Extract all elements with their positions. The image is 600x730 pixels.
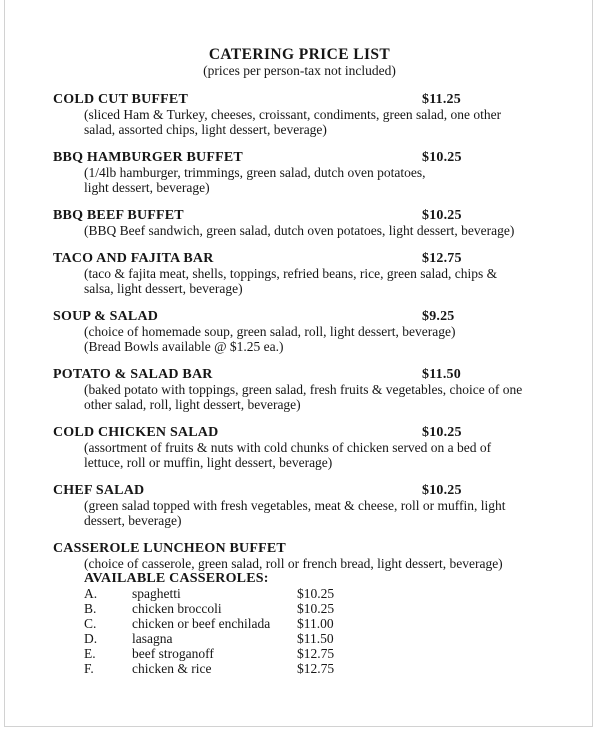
casserole-name: lasagna: [132, 631, 173, 646]
section-price: $12.75: [422, 251, 462, 266]
section-name: TACO AND FAJITA BAR: [53, 251, 214, 266]
section-header: [53, 367, 546, 382]
section-description: [84, 165, 546, 195]
section-name: CASSEROLE LUNCHEON BUFFET: [53, 541, 286, 556]
page-subtitle: (prices per person-tax not included): [203, 63, 396, 78]
section-description-line: salsa, light dessert, beverage): [84, 281, 243, 296]
section-name: COLD CUT BUFFET: [53, 92, 188, 107]
section-description-line: salad, assorted chips, light dessert, beverage): [84, 122, 327, 137]
casserole-row: [84, 601, 546, 616]
section-description-line: light dessert, beverage): [84, 180, 210, 195]
menu-section: [53, 92, 546, 137]
section-description-line: (baked potato with toppings, green salad, fresh fruits & vegetables, choice of one: [84, 382, 523, 397]
casserole-name: spaghetti: [132, 586, 181, 601]
document-content: [5, 0, 592, 676]
section-name: COLD CHICKEN SALAD: [53, 425, 219, 440]
casserole-row: [84, 616, 546, 631]
section-name: BBQ HAMBURGER BUFFET: [53, 150, 243, 165]
menu-section: [53, 309, 546, 354]
section-header: [53, 150, 546, 165]
section-name: BBQ BEEF BUFFET: [53, 208, 184, 223]
casserole-name: chicken broccoli: [132, 601, 222, 616]
menu-section: [53, 541, 546, 676]
section-description: [84, 266, 546, 296]
section-header: [53, 208, 546, 223]
section-description: [84, 556, 546, 676]
casserole-letter: E.: [84, 646, 96, 661]
casserole-name: chicken or beef enchilada: [132, 616, 271, 631]
section-header: [53, 425, 546, 440]
section-description-line: other salad, roll, light dessert, beverage): [84, 397, 301, 412]
section-description: [84, 107, 546, 137]
section-header: [53, 309, 546, 324]
section-price: $10.25: [422, 208, 462, 223]
section-description-line: lettuce, roll or muffin, light dessert, beverage): [84, 455, 333, 470]
section-price: $9.25: [422, 309, 455, 324]
menu-section: [53, 367, 546, 412]
section-description-line: dessert, beverage): [84, 513, 182, 528]
section-description: [84, 382, 546, 412]
section-description-line: (taco & fajita meat, shells, toppings, refried beans, rice, green salad, chips &: [84, 266, 498, 281]
casserole-letter: D.: [84, 631, 98, 646]
casserole-price: $12.75: [297, 646, 335, 661]
casserole-price: $12.75: [297, 661, 335, 676]
section-description: [84, 223, 546, 238]
section-name: CHEF SALAD: [53, 483, 145, 498]
casserole-letter: B.: [84, 601, 97, 616]
menu-section: [53, 251, 546, 296]
section-name: SOUP & SALAD: [53, 309, 159, 324]
menu-section: [53, 425, 546, 470]
section-description-line: (sliced Ham & Turkey, cheeses, croissant, condiments, green salad, one other: [84, 107, 502, 122]
section-price: $10.25: [422, 425, 462, 440]
section-header: [53, 541, 546, 556]
section-description-line: (Bread Bowls available @ $1.25 ea.): [84, 339, 284, 354]
section-description-line: (choice of homemade soup, green salad, roll, light dessert, beverage): [84, 324, 456, 339]
section-price: $10.25: [422, 150, 462, 165]
menu-section: [53, 208, 546, 238]
section-header: [53, 92, 546, 107]
casserole-letter: C.: [84, 616, 97, 631]
section-description: [84, 498, 546, 528]
menu-sections: [53, 92, 546, 676]
casserole-price: $10.25: [297, 601, 335, 616]
casserole-letter: F.: [84, 661, 94, 676]
section-description-line: (green salad topped with fresh vegetables, meat & cheese, roll or muffin, light: [84, 498, 506, 513]
section-price: $11.50: [422, 367, 461, 382]
section-price: $11.25: [422, 92, 461, 107]
section-header: [53, 251, 546, 266]
section-description: [84, 440, 546, 470]
section-name: POTATO & SALAD BAR: [53, 367, 213, 382]
casserole-row: [84, 646, 546, 661]
menu-section: [53, 483, 546, 528]
casserole-price: $11.00: [297, 616, 334, 631]
document-page: [4, 0, 593, 727]
casserole-price: $11.50: [297, 631, 334, 646]
casserole-row: [84, 661, 546, 676]
casserole-row: [84, 631, 546, 646]
section-description-line: (1/4lb hamburger, trimmings, green salad, dutch oven potatoes,: [84, 165, 426, 180]
casserole-row: [84, 586, 546, 601]
section-description-line: (choice of casserole, green salad, roll or french bread, light dessert, beverage): [84, 556, 503, 571]
casserole-name: beef stroganoff: [132, 646, 214, 661]
section-description: [84, 324, 546, 354]
casserole-letter: A.: [84, 586, 98, 601]
section-header: [53, 483, 546, 498]
section-description-line: (BBQ Beef sandwich, green salad, dutch oven potatoes, light dessert, beverage): [84, 223, 515, 238]
casserole-price: $10.25: [297, 586, 335, 601]
section-price: $10.25: [422, 483, 462, 498]
casserole-name: chicken & rice: [132, 661, 212, 676]
menu-section: [53, 150, 546, 195]
page-title: CATERING PRICE LIST: [208, 46, 391, 63]
section-description-line: (assortment of fruits & nuts with cold chunks of chicken served on a bed of: [84, 440, 492, 455]
available-casseroles-heading: AVAILABLE CASSEROLES:: [84, 571, 269, 586]
